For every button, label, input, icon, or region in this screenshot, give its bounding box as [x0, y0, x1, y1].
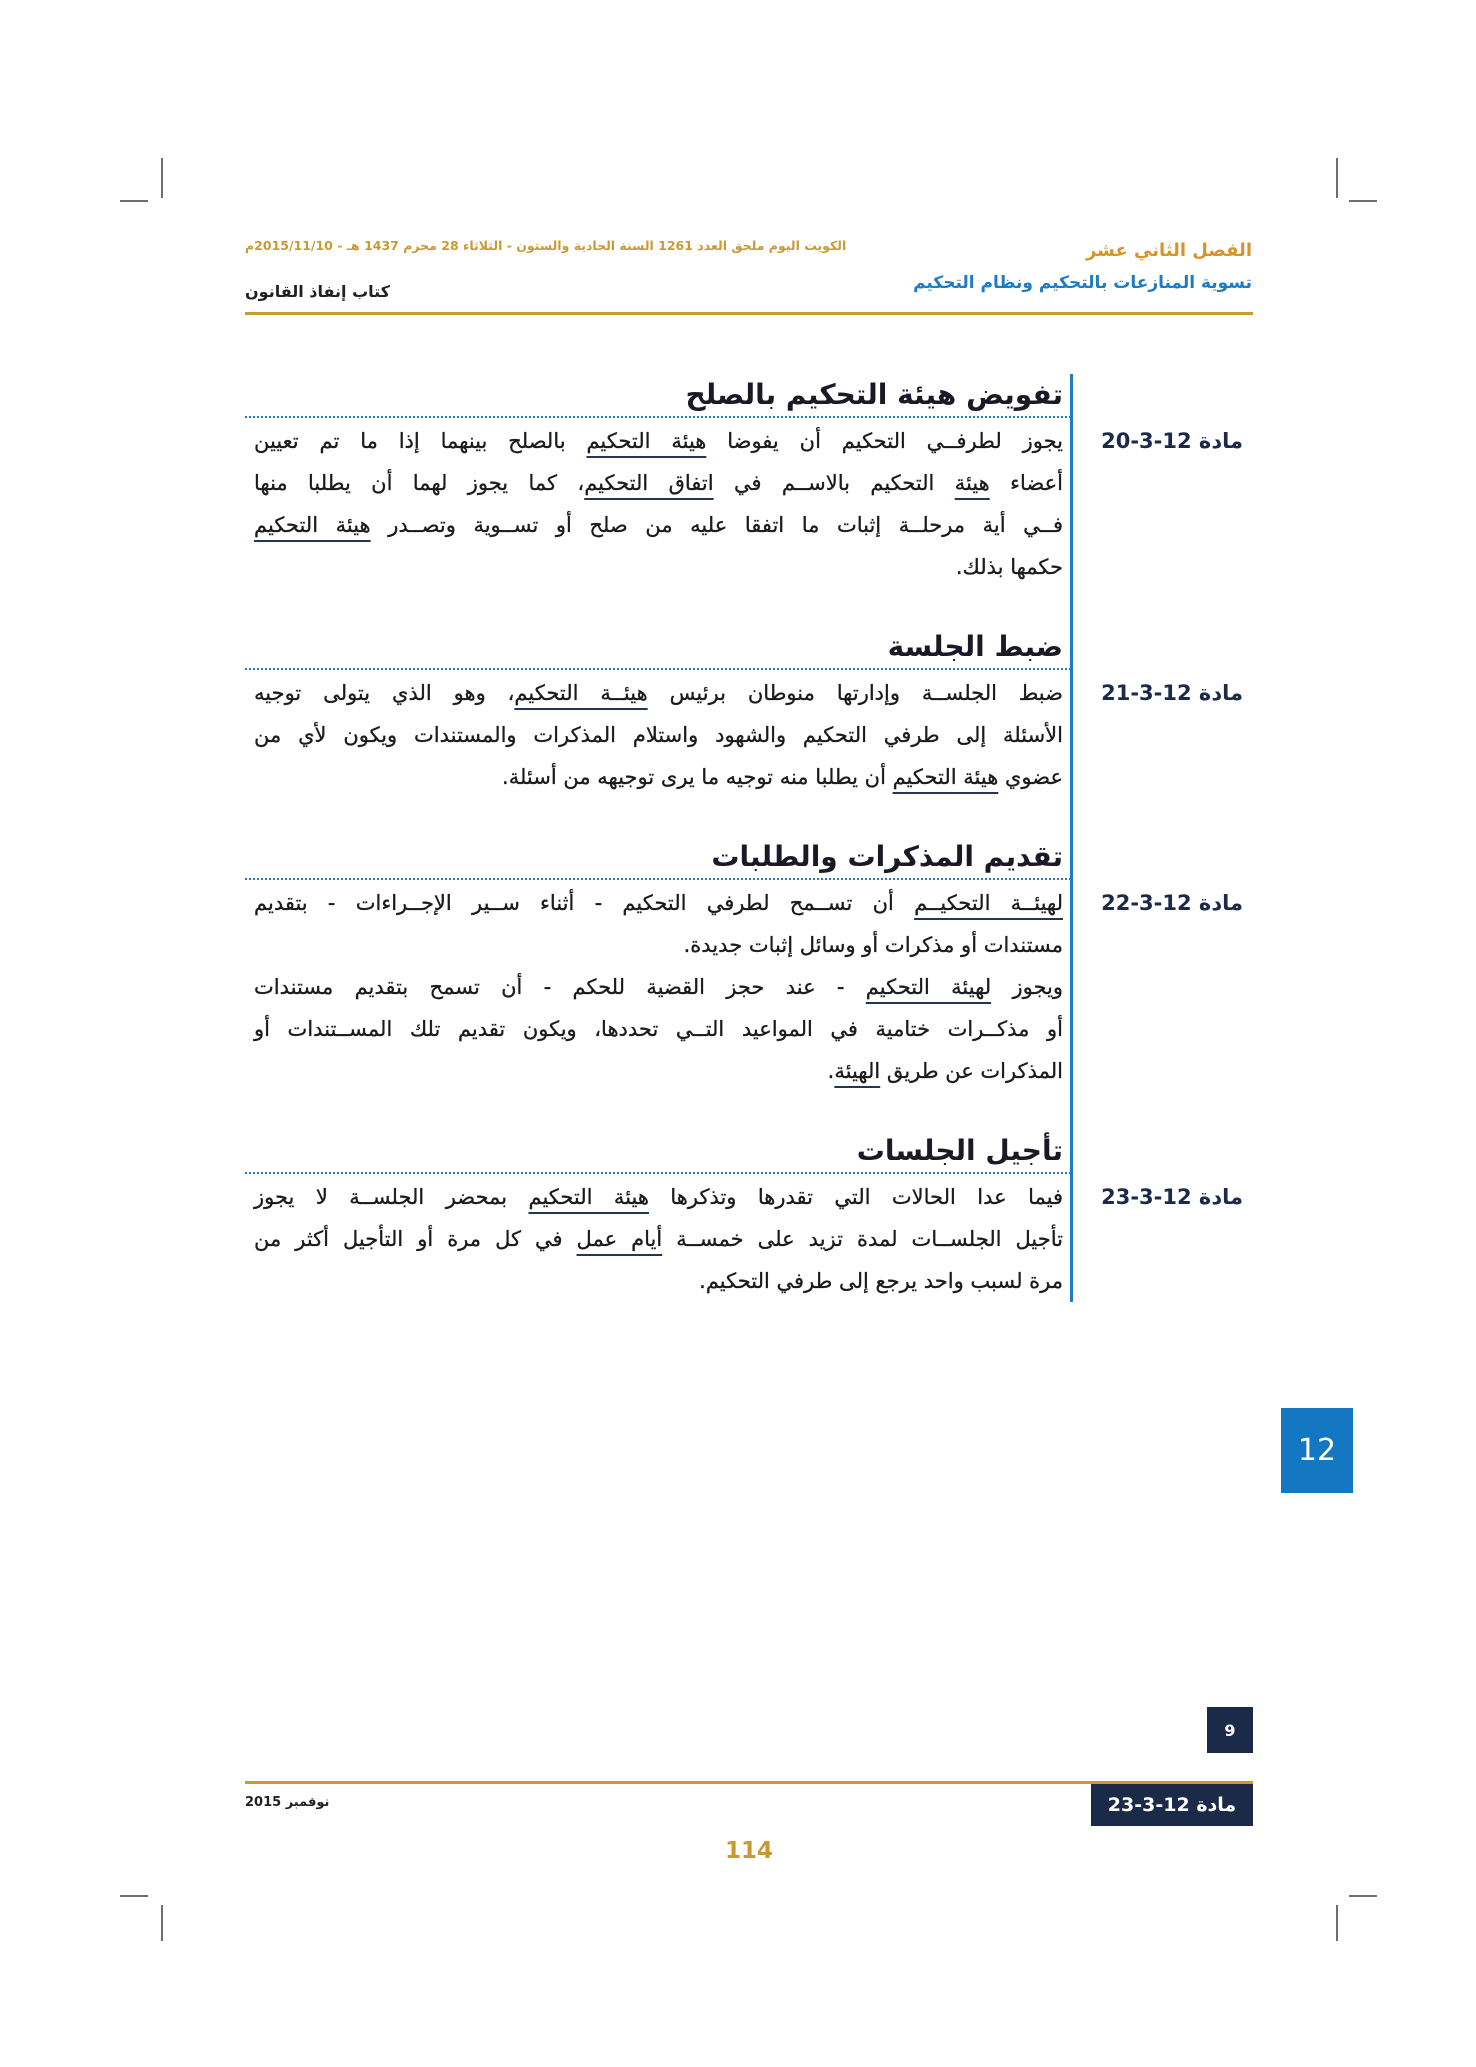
text-segment: ضبط الجلســة وإدارتها منوطان برئيس: [647, 681, 1063, 705]
text-segment: المذكرات عن طريق: [880, 1059, 1063, 1083]
article-section: [245, 836, 1243, 1092]
article-body: [245, 418, 1071, 588]
article-number: مادة 12-3-20: [1101, 429, 1243, 453]
section-heading: تقديم المذكرات والطلبات: [245, 836, 1071, 880]
footer-date: نوفمبر 2015: [245, 1795, 330, 1810]
text-segment: أو مذكــرات ختامية في المواعيد التــي تحددها، ويكون تقديم تلك المســتندات أو: [254, 1017, 1063, 1041]
text-segment: تأجيل الجلســات لمدة تزيد على خمســة: [662, 1227, 1063, 1251]
articles-column: [245, 374, 1243, 1302]
article-paragraph: [254, 966, 1063, 1092]
defined-term: اتفاق التحكيم: [584, 471, 714, 495]
crop-mark-bottom-left-horizontal: [120, 1895, 148, 1897]
text-segment: بمحضر الجلســة لا يجوز: [254, 1185, 529, 1209]
article-section: [245, 1130, 1243, 1302]
text-segment: أعضاء: [989, 471, 1063, 495]
text-segment: في كل مرة أو التأجيل أكثر من: [254, 1227, 577, 1251]
crop-mark-top-left-vertical: [161, 158, 163, 198]
text-segment: ، وهو الذي يتولى توجيه: [254, 681, 515, 705]
crop-mark-bottom-right-vertical: [1336, 1905, 1338, 1941]
text-segment: فيما عدا الحالات التي تقدرها وتذكرها: [648, 1185, 1064, 1209]
article-line: [254, 1218, 1063, 1260]
defined-term: الهيئة: [834, 1059, 881, 1083]
article-number: مادة 12-3-22: [1101, 891, 1243, 915]
text-segment: حكمها بذلك.: [955, 555, 1063, 579]
article-paragraph: [254, 1176, 1063, 1302]
article-number: مادة 12-3-23: [1101, 1185, 1243, 1209]
defined-term: هيئة: [954, 471, 990, 495]
article-line: [254, 504, 1063, 546]
chapter-subtitle: تسوية المنازعات بالتحكيم ونظام التحكيم: [913, 273, 1252, 293]
article-line: [254, 672, 1063, 714]
defined-term: هيئة التحكيم: [892, 765, 999, 789]
article-line: [254, 756, 1063, 798]
crop-mark-top-left-horizontal: [120, 200, 148, 202]
text-segment: ويجوز: [991, 975, 1063, 999]
article-line: [254, 1008, 1063, 1050]
article-paragraph: [254, 672, 1063, 798]
article-section: [245, 626, 1243, 798]
article-paragraph: [254, 882, 1063, 966]
crop-mark-bottom-right-horizontal: [1349, 1895, 1377, 1897]
text-segment: ، كما يجوز لهما أن يطلبا منها: [254, 471, 585, 495]
text-segment: .: [827, 1059, 835, 1083]
text-segment: عضوي: [998, 765, 1063, 789]
article-paragraph: [254, 420, 1063, 588]
section-heading: تفويض هيئة التحكيم بالصلح: [245, 374, 1071, 418]
article-section: [245, 374, 1243, 588]
defined-term: هيئة التحكيم: [586, 429, 707, 453]
chapter-tab: 12: [1281, 1408, 1353, 1493]
article-body: [245, 670, 1071, 798]
footer-article-box: مادة 12-3-23: [1091, 1784, 1253, 1826]
section-page-box: 9: [1207, 1707, 1253, 1753]
article-line: [254, 546, 1063, 588]
defined-term: هيئة التحكيم: [528, 1185, 649, 1209]
text-segment: يجوز لطرفــي التحكيم أن يفوضا: [706, 429, 1063, 453]
text-segment: - عند حجز القضية للحكم - أن تسمح بتقديم مستندات: [254, 975, 866, 999]
text-segment: التحكيم بالاســم في: [713, 471, 955, 495]
article-body: [245, 1174, 1071, 1302]
text-segment: أن تســمح لطرفي التحكيم - أثناء ســير الإجــراءات - بتقديم: [254, 891, 915, 915]
book-title: كتاب إنفاذ القانون: [245, 282, 390, 301]
crop-mark-top-right-horizontal: [1349, 200, 1377, 202]
defined-term: لهيئة التحكيم: [865, 975, 992, 999]
page-number: 114: [724, 1838, 773, 1864]
defined-term: أيام عمل: [576, 1227, 663, 1251]
article-line: [254, 882, 1063, 924]
gazette-reference: الكويت اليوم ملحق العدد 1261 السنة الحادية والستون - الثلاثاء 28 محرم 1437 هـ - 2015/11/10م: [245, 238, 847, 253]
article-line: [254, 462, 1063, 504]
article-line: [254, 1050, 1063, 1092]
text-segment: فــي أية مرحلــة إثبات ما اتفقا عليه من صلح أو تســوية وتصــدر: [370, 513, 1063, 537]
defined-term: لهيئــة التحكيــم: [914, 891, 1063, 915]
text-segment: بالصلح بينهما إذا ما تم تعيين: [254, 429, 587, 453]
crop-mark-top-right-vertical: [1336, 158, 1338, 198]
text-segment: مستندات أو مذكرات أو وسائل إثبات جديدة.: [683, 933, 1063, 957]
defined-term: هيئة التحكيم: [254, 513, 371, 537]
article-line: [254, 1260, 1063, 1302]
text-segment: مرة لسبب واحد يرجع إلى طرفي التحكيم.: [699, 1269, 1063, 1293]
chapter-title: الفصل الثاني عشر: [1085, 240, 1252, 261]
article-number: مادة 12-3-21: [1101, 681, 1243, 705]
article-body: [245, 880, 1071, 1092]
article-line: [254, 966, 1063, 1008]
article-line: [254, 714, 1063, 756]
crop-mark-bottom-left-vertical: [161, 1905, 163, 1941]
text-segment: أن يطلبا منه توجيه ما يرى توجيهه من أسئلة.: [502, 765, 893, 789]
header-rule: [245, 312, 1253, 315]
article-line: [254, 420, 1063, 462]
article-line: [254, 924, 1063, 966]
section-heading: تأجيل الجلسات: [245, 1130, 1071, 1174]
defined-term: هيئــة التحكيم: [514, 681, 648, 705]
section-heading: ضبط الجلسة: [245, 626, 1071, 670]
text-segment: الأسئلة إلى طرفي التحكيم والشهود واستلام المذكرات والمستندات ويكون لأي من: [254, 723, 1063, 747]
article-line: [254, 1176, 1063, 1218]
